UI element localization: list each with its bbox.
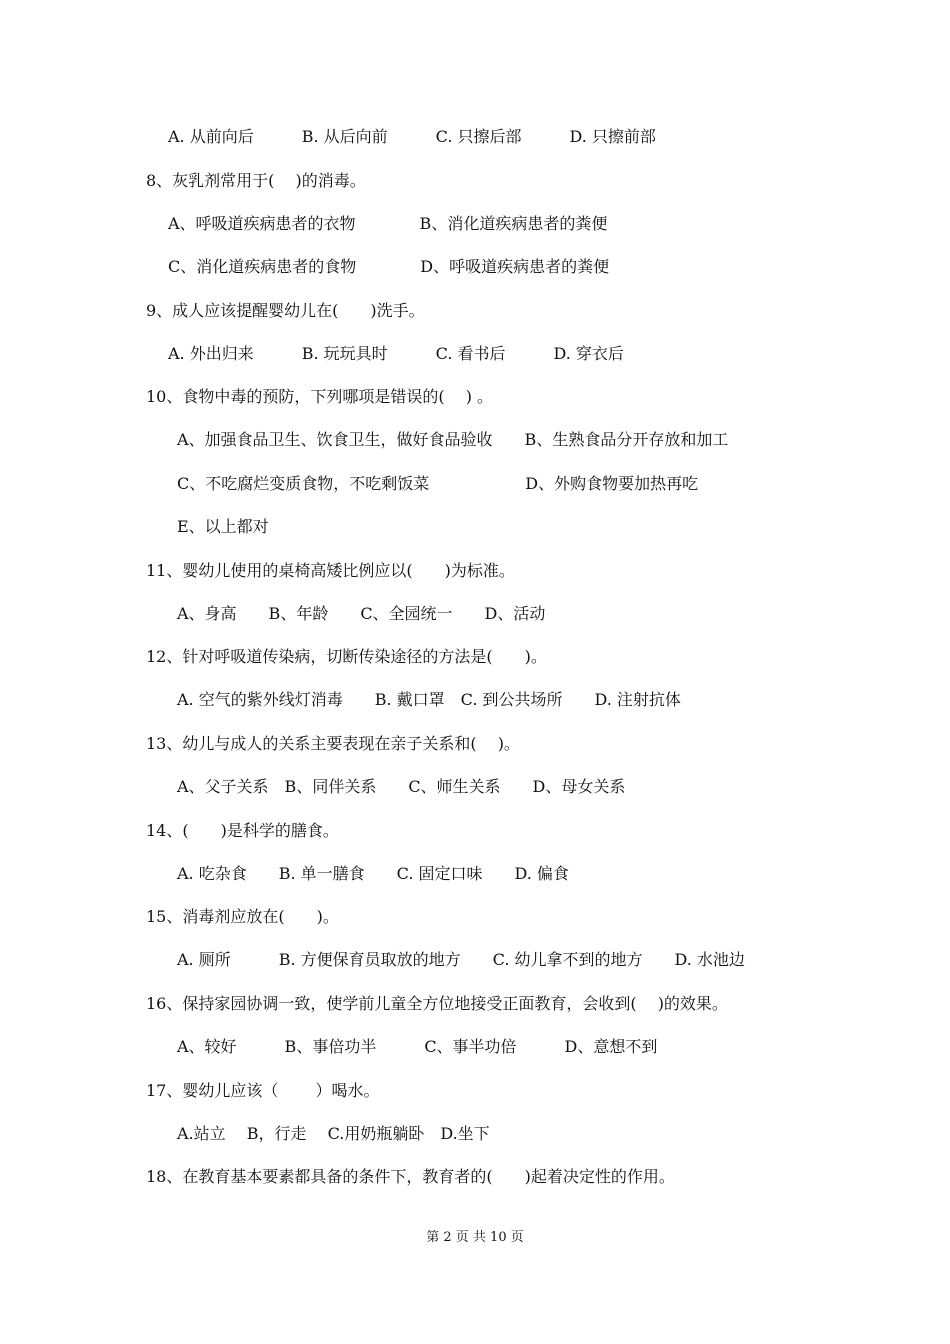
q18-stem: 18、在教育基本要素都具备的条件下，教育者的( )起着决定性的作用。 [146,1167,675,1186]
q10-stem: 10、食物中毒的预防，下列哪项是错误的( ) 。 [146,387,494,406]
q10-options-row1: A、加强食品卫生、饮食卫生，做好食品验收 B、生熟食品分开存放和加工 [177,430,729,449]
q8-options-row1: A、呼吸道疾病患者的衣物 B、消化道疾病患者的粪便 [168,214,608,233]
q13-stem: 13、幼儿与成人的关系主要表现在亲子关系和( )。 [146,734,520,753]
q14-options: A. 吃杂食 B. 单一膳食 C. 固定口味 D. 偏食 [177,864,569,883]
q15-stem: 15、消毒剂应放在( )。 [146,907,339,926]
q12-options: A. 空气的紫外线灯消毒 B. 戴口罩 C. 到公共场所 D. 注射抗体 [177,690,681,709]
q9-stem: 9、成人应该提醒婴幼儿在( )洗手。 [146,301,425,320]
q7-options: A. 从前向后 B. 从后向前 C. 只擦后部 D. 只擦前部 [168,127,656,146]
q8-options-row2: C、消化道疾病患者的食物 D、呼吸道疾病患者的粪便 [168,257,610,276]
q9-options: A. 外出归来 B. 玩玩具时 C. 看书后 D. 穿衣后 [168,344,624,363]
q11-stem: 11、婴幼儿使用的桌椅高矮比例应以( )为标准。 [146,561,515,580]
q16-options: A、较好 B、事倍功半 C、事半功倍 D、意想不到 [177,1037,658,1056]
q12-stem: 12、针对呼吸道传染病，切断传染途径的方法是( )。 [146,647,547,666]
q15-options: A. 厕所 B. 方便保育员取放的地方 C. 幼儿拿不到的地方 D. 水池边 [177,950,745,969]
q8-stem: 8、灰乳剂常用于( )的消毒。 [146,171,366,190]
q17-stem: 17、婴幼儿应该（ ）喝水。 [146,1081,380,1100]
q14-stem: 14、( )是科学的膳食。 [146,821,339,840]
q10-options-row2: C、不吃腐烂变质食物，不吃剩饭菜 D、外购食物要加热再吃 [177,474,699,493]
q10-options-row3: E、以上都对 [177,517,269,536]
q17-options: A.站立 B，行走 C.用奶瓶躺卧 D.坐下 [177,1124,490,1143]
page-footer: 第 2 页 共 10 页 [426,1230,524,1245]
q13-options: A、父子关系 B、同伴关系 C、师生关系 D、母女关系 [177,777,626,796]
q11-options: A、身高 B、年龄 C、全园统一 D、活动 [177,604,546,623]
q16-stem: 16、保持家园协调一致，使学前儿童全方位地接受正面教育，会收到( )的效果。 [146,994,728,1013]
